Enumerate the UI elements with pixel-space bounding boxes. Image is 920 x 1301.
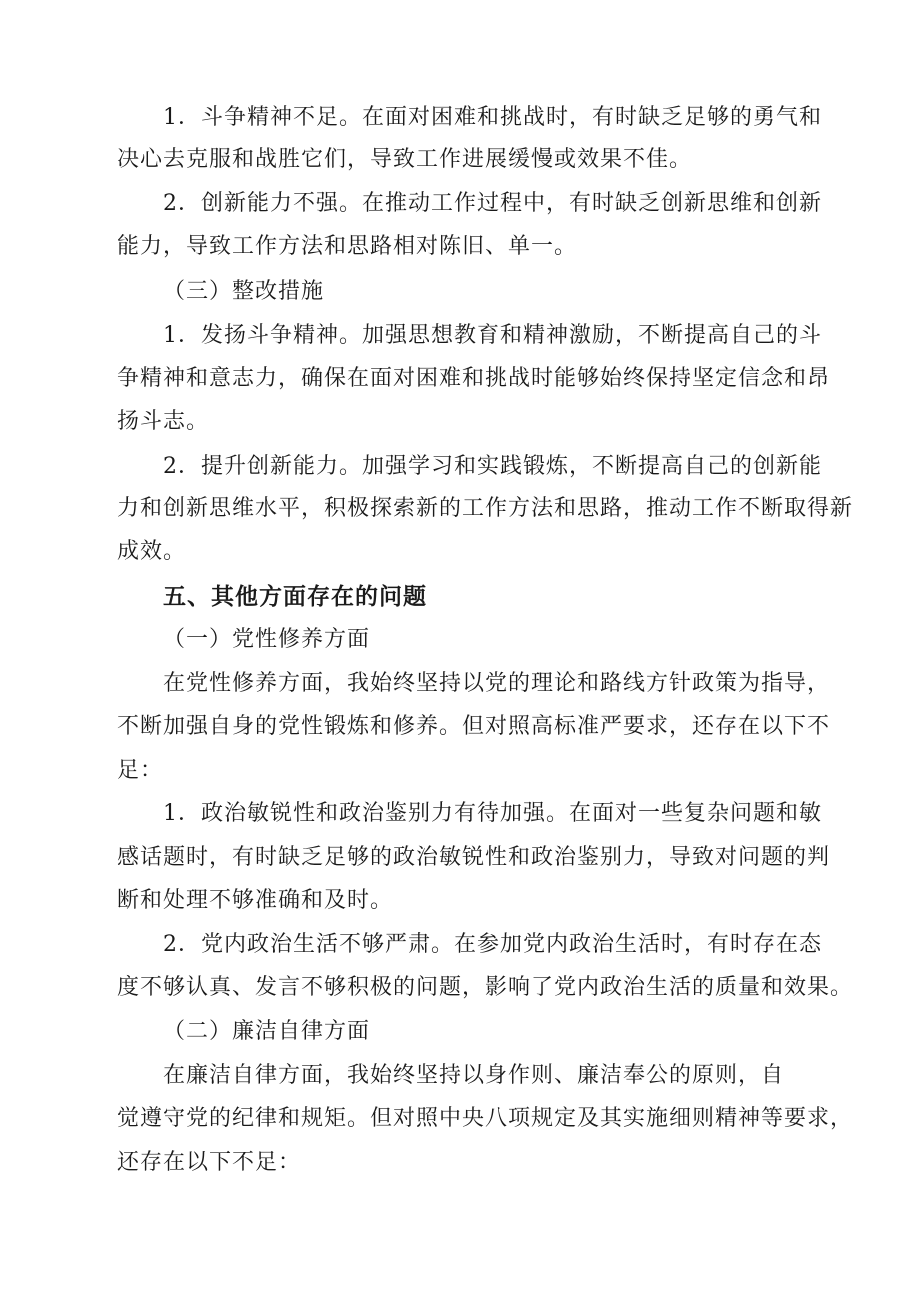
paragraph-item-1-line-1: 1．斗争精神不足。在面对困难和挑战时，有时缺乏足够的勇气和 — [163, 105, 822, 130]
paragraph-measure-2-line-2: 力和创新思维水平，积极探索新的工作方法和思路，推动工作不断取得新 — [117, 496, 854, 521]
paragraph-party-spirit-line-1: 在党性修养方面，我始终坚持以党的理论和路线方针政策为指导， — [163, 671, 831, 696]
chapter-heading-other-issues: 五、其他方面存在的问题 — [163, 584, 427, 610]
section-heading-integrity: （二）廉洁自律方面 — [163, 1019, 371, 1044]
paragraph-measure-2-line-3: 成效。 — [117, 539, 187, 564]
paragraph-issue-1-line-3: 断和处理不够准确和及时。 — [117, 888, 394, 913]
paragraph-party-spirit-line-3: 足： — [117, 758, 164, 783]
paragraph-party-spirit-line-2: 不断加强自身的党性锻炼和修养。但对照高标准严要求，还存在以下不 — [117, 714, 831, 739]
paragraph-issue-2-line-1: 2．党内政治生活不够严肃。在参加党内政治生活时，有时存在态 — [163, 932, 822, 957]
paragraph-measure-2-line-1: 2．提升创新能力。加强学习和实践锻炼，不断提高自己的创新能 — [163, 454, 822, 479]
paragraph-issue-1-line-2: 感话题时，有时缺乏足够的政治敏锐性和政治鉴别力，导致对问题的判 — [117, 845, 831, 870]
paragraph-measure-1-line-1: 1．发扬斗争精神。加强思想教育和精神激励，不断提高自己的斗 — [163, 323, 822, 348]
paragraph-measure-1-line-2: 争精神和意志力，确保在面对困难和挑战时能够始终保持坚定信念和昂 — [117, 366, 831, 391]
paragraph-item-2-line-1: 2．创新能力不强。在推动工作过程中，有时缺乏创新思维和创新 — [163, 191, 822, 216]
paragraph-item-1-line-2: 决心去克服和战胜它们，导致工作进展缓慢或效果不佳。 — [117, 147, 693, 172]
paragraph-integrity-line-2: 觉遵守党的纪律和规矩。但对照中央八项规定及其实施细则精神等要求， — [117, 1106, 854, 1131]
paragraph-measure-1-line-3: 扬斗志。 — [117, 409, 210, 434]
section-heading-rectification: （三）整改措施 — [163, 279, 325, 304]
paragraph-item-2-line-2: 能力，导致工作方法和思路相对陈旧、单一。 — [117, 234, 578, 259]
section-heading-party-spirit: （一）党性修养方面 — [163, 627, 371, 652]
paragraph-issue-2-line-2: 度不够认真、发言不够积极的问题，影响了党内政治生活的质量和效果。 — [117, 975, 854, 1000]
paragraph-issue-1-line-1: 1．政治敏锐性和政治鉴别力有待加强。在面对一些复杂问题和敏 — [163, 801, 822, 826]
paragraph-integrity-line-1: 在廉洁自律方面，我始终坚持以身作则、廉洁奉公的原则，自 — [163, 1063, 785, 1088]
paragraph-integrity-line-3: 还存在以下不足： — [117, 1150, 302, 1175]
